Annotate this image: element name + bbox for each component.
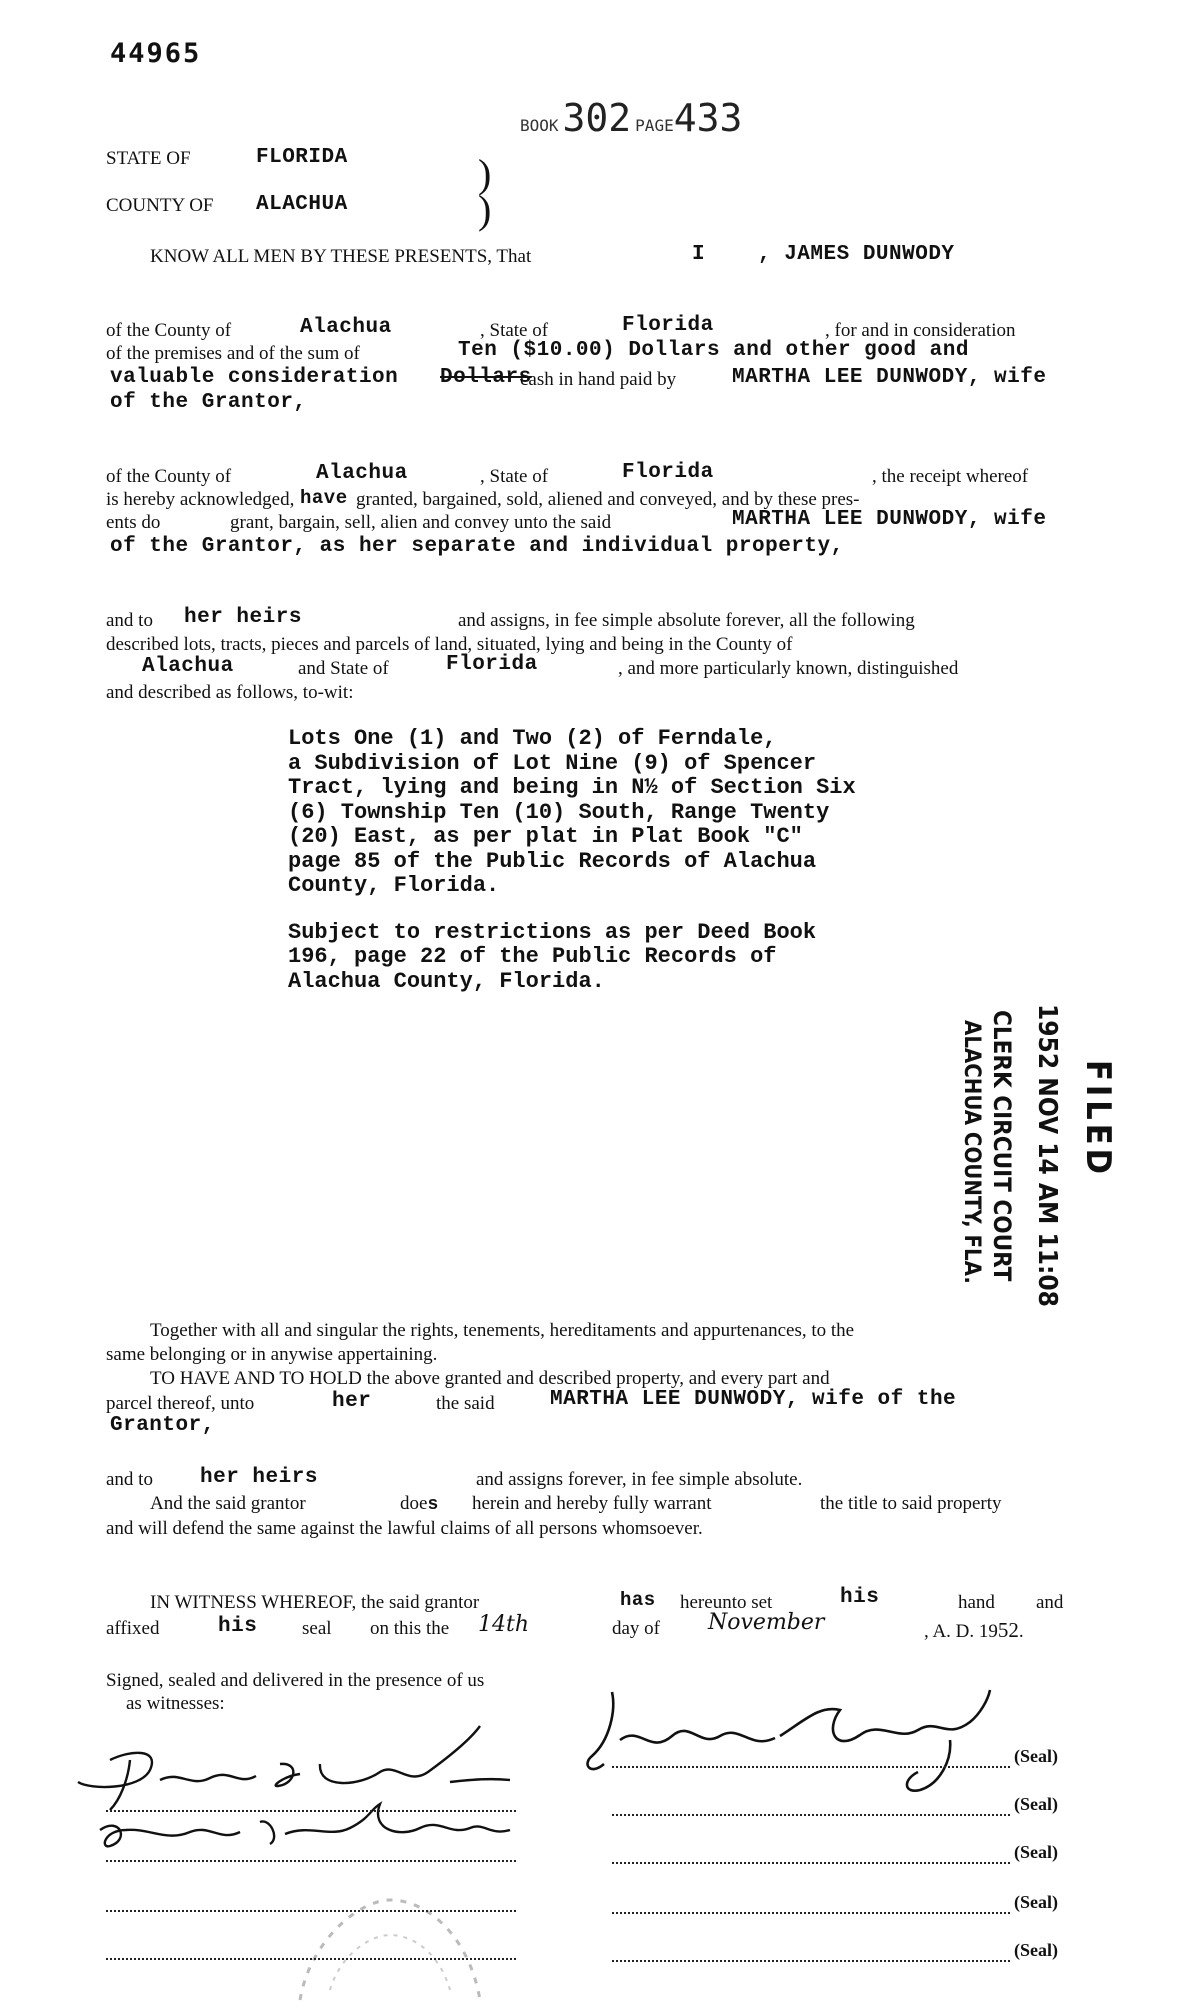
witness-year-digits: 52 xyxy=(997,1618,1019,1642)
legal-line: County, Florida. xyxy=(288,873,500,898)
notary-seal-impression xyxy=(280,1840,500,2012)
signature-line xyxy=(612,1960,1010,1962)
p4-line4a: parcel thereof, unto xyxy=(106,1393,255,1414)
county-value: ALACHUA xyxy=(256,193,348,216)
grantor-signature-line xyxy=(612,1766,1010,1768)
legal-line: Tract, lying and being in N½ of Section Six xyxy=(288,775,856,800)
recording-stamp xyxy=(520,96,742,140)
filed-word: FILED xyxy=(1078,1060,1118,1179)
filed-county: ALACHUA COUNTY, FLA. xyxy=(959,1020,984,1284)
signed-line2: as witnesses: xyxy=(126,1693,225,1714)
p1-state: Florida xyxy=(622,314,714,337)
p2-grantee: MARTHA LEE DUNWODY, wife xyxy=(732,508,1047,531)
p2-state: Florida xyxy=(622,461,714,484)
witness-day: 14th xyxy=(478,1612,530,1637)
p1-grantee: MARTHA LEE DUNWODY, wife xyxy=(732,366,1047,389)
witness-period: . xyxy=(1018,1621,1024,1642)
witness-on-this: on this the xyxy=(370,1618,450,1639)
document-number: 44965 xyxy=(110,38,202,69)
p3-text-c: and State of xyxy=(298,658,389,679)
witness-year xyxy=(924,1618,1024,1643)
p1-text-d: of the premises and of the sum of xyxy=(106,343,360,364)
grantor-signature xyxy=(580,1680,1020,1800)
p3-line4: and described as follows, to-wit: xyxy=(106,682,354,703)
legal-line: (6) Township Ten (10) South, Range Twenty xyxy=(288,800,830,825)
p5-text-c: And the said grantor xyxy=(150,1493,306,1514)
p5-text-e: the title to said property xyxy=(820,1493,1002,1514)
p1-text-b: , State of xyxy=(480,320,549,341)
brace-top: ) xyxy=(478,151,492,196)
p4-line2: same belonging or in anywise appertaining. xyxy=(106,1344,438,1365)
legal-line: Lots One (1) and Two (2) of Ferndale, xyxy=(288,726,777,751)
p4-line3: TO HAVE AND TO HOLD the above granted and described property, and every part and xyxy=(150,1368,830,1389)
restriction-line: 196, page 22 of the Public Records of xyxy=(288,944,777,969)
filed-date: 1952 NOV 14 AM 11:08 xyxy=(1032,1004,1062,1307)
p2-text-c: , the receipt whereof xyxy=(872,466,1029,487)
p1-sum2: valuable consideration xyxy=(110,366,399,389)
witness-hand: hand xyxy=(958,1592,995,1613)
book-number: 302 xyxy=(562,96,632,140)
county-label: COUNTY OF xyxy=(106,195,214,216)
witness-month: November xyxy=(708,1610,825,1635)
seal-label: (Seal) xyxy=(1014,1746,1058,1766)
p2-line3b: grant, bargain, sell, alien and convey unto the said xyxy=(230,512,612,533)
legal-line: page 85 of the Public Records of Alachua xyxy=(288,849,817,874)
grantor-pronoun: I xyxy=(692,243,706,266)
p4-line4b: the said xyxy=(436,1393,495,1414)
p3-state: Florida xyxy=(446,653,538,676)
brace-bottom: ) xyxy=(478,187,492,232)
p5-heirs: her heirs xyxy=(200,1466,318,1489)
p3-heirs: her heirs xyxy=(184,606,302,629)
signed-line1: Signed, sealed and delivered in the presence of us xyxy=(106,1670,485,1691)
p3-county: Alachua xyxy=(142,655,234,678)
p3-text-d: , and more particularly known, distinguished xyxy=(618,658,959,679)
seal-label: (Seal) xyxy=(1014,1794,1058,1814)
state-value: FLORIDA xyxy=(256,146,348,169)
signature-line xyxy=(612,1912,1010,1914)
book-label: BOOK xyxy=(520,116,559,135)
seal-label: (Seal) xyxy=(1014,1940,1058,1960)
witness-line xyxy=(106,1860,516,1862)
legal-line: (20) East, as per plat in Plat Book "C" xyxy=(288,824,803,849)
p3-line2: described lots, tracts, pieces and parcels of land, situated, lying and being in the County of xyxy=(106,634,793,655)
p4-line1: Together with all and singular the rights, tenements, hereditaments and appurtenances, to the xyxy=(150,1320,855,1341)
p1-struck-word: Dollars xyxy=(440,366,532,389)
p4-grantee: MARTHA LEE DUNWODY, wife of the xyxy=(550,1388,957,1411)
page-number: 433 xyxy=(673,96,743,140)
witness-line xyxy=(106,1910,516,1912)
seal-label: (Seal) xyxy=(1014,1842,1058,1862)
grantor-name: , JAMES DUNWODY xyxy=(758,243,955,266)
p4-her: her xyxy=(332,1390,372,1413)
p5-does-suffix: s xyxy=(427,1495,439,1515)
p2-have: have xyxy=(300,487,348,509)
restriction-line: Subject to restrictions as per Deed Book xyxy=(288,920,817,945)
page-label: PAGE xyxy=(635,116,674,135)
p1-cash-text: cash in hand paid by xyxy=(520,369,677,390)
p2-grantee-cont: of the Grantor, as her separate and individual property, xyxy=(110,535,844,558)
signature-line xyxy=(612,1862,1010,1864)
p1-text-a: of the County of xyxy=(106,320,232,341)
p1-grantee-cont: of the Grantor, xyxy=(110,391,307,414)
witness-text-b: hereunto set xyxy=(680,1592,773,1613)
p2-line2a: is hereby acknowledged, xyxy=(106,489,295,510)
witness-his2: his xyxy=(218,1615,258,1638)
seal-label: (Seal) xyxy=(1014,1892,1058,1912)
witness-line xyxy=(106,1958,516,1960)
p5-text-a: and to xyxy=(106,1469,153,1490)
p5-does xyxy=(400,1493,439,1515)
witness-his1: his xyxy=(840,1586,880,1609)
state-label: STATE OF xyxy=(106,148,191,169)
p2-county: Alachua xyxy=(316,462,408,485)
p4-grantee-cont: Grantor, xyxy=(110,1414,215,1437)
p3-text-a: and to xyxy=(106,610,153,631)
witness-and: and xyxy=(1036,1592,1064,1613)
p1-text-c: , for and in consideration xyxy=(825,320,1016,341)
p5-text-b: and assigns forever, in fee simple absolute. xyxy=(476,1469,803,1490)
witness-has: has xyxy=(620,1589,656,1611)
witness-day-of: day of xyxy=(612,1618,661,1639)
filed-clerk: CLERK CIRCUIT COURT xyxy=(988,1010,1016,1282)
p2-line3a: ents do xyxy=(106,512,161,533)
p1-sum: Ten ($10.00) Dollars and other good and xyxy=(458,339,969,362)
restriction-line: Alachua County, Florida. xyxy=(288,969,605,994)
p1-county: Alachua xyxy=(300,316,392,339)
p2-text-b: , State of xyxy=(480,466,549,487)
witness-year-prefix: , A. D. 19 xyxy=(924,1621,998,1642)
p5-text-d: herein and hereby fully warrant xyxy=(472,1493,712,1514)
witness-line xyxy=(106,1810,516,1812)
witness-text-a: IN WITNESS WHEREOF, the said grantor xyxy=(150,1592,480,1613)
p2-line2b: granted, bargained, sold, aliened and conveyed, and by these pres- xyxy=(356,489,860,510)
witness-seal: seal xyxy=(302,1618,332,1639)
know-all-text: KNOW ALL MEN BY THESE PRESENTS, That xyxy=(150,246,532,267)
legal-line: a Subdivision of Lot Nine (9) of Spencer xyxy=(288,751,817,776)
p2-text-a: of the County of xyxy=(106,466,232,487)
signature-line xyxy=(612,1814,1010,1816)
witness-affixed: affixed xyxy=(106,1618,160,1639)
p3-text-b: and assigns, in fee simple absolute forever, all the following xyxy=(458,610,915,631)
p5-text-f: and will defend the same against the lawful claims of all persons whomsoever. xyxy=(106,1518,703,1539)
p5-does-root: doe xyxy=(400,1493,428,1514)
